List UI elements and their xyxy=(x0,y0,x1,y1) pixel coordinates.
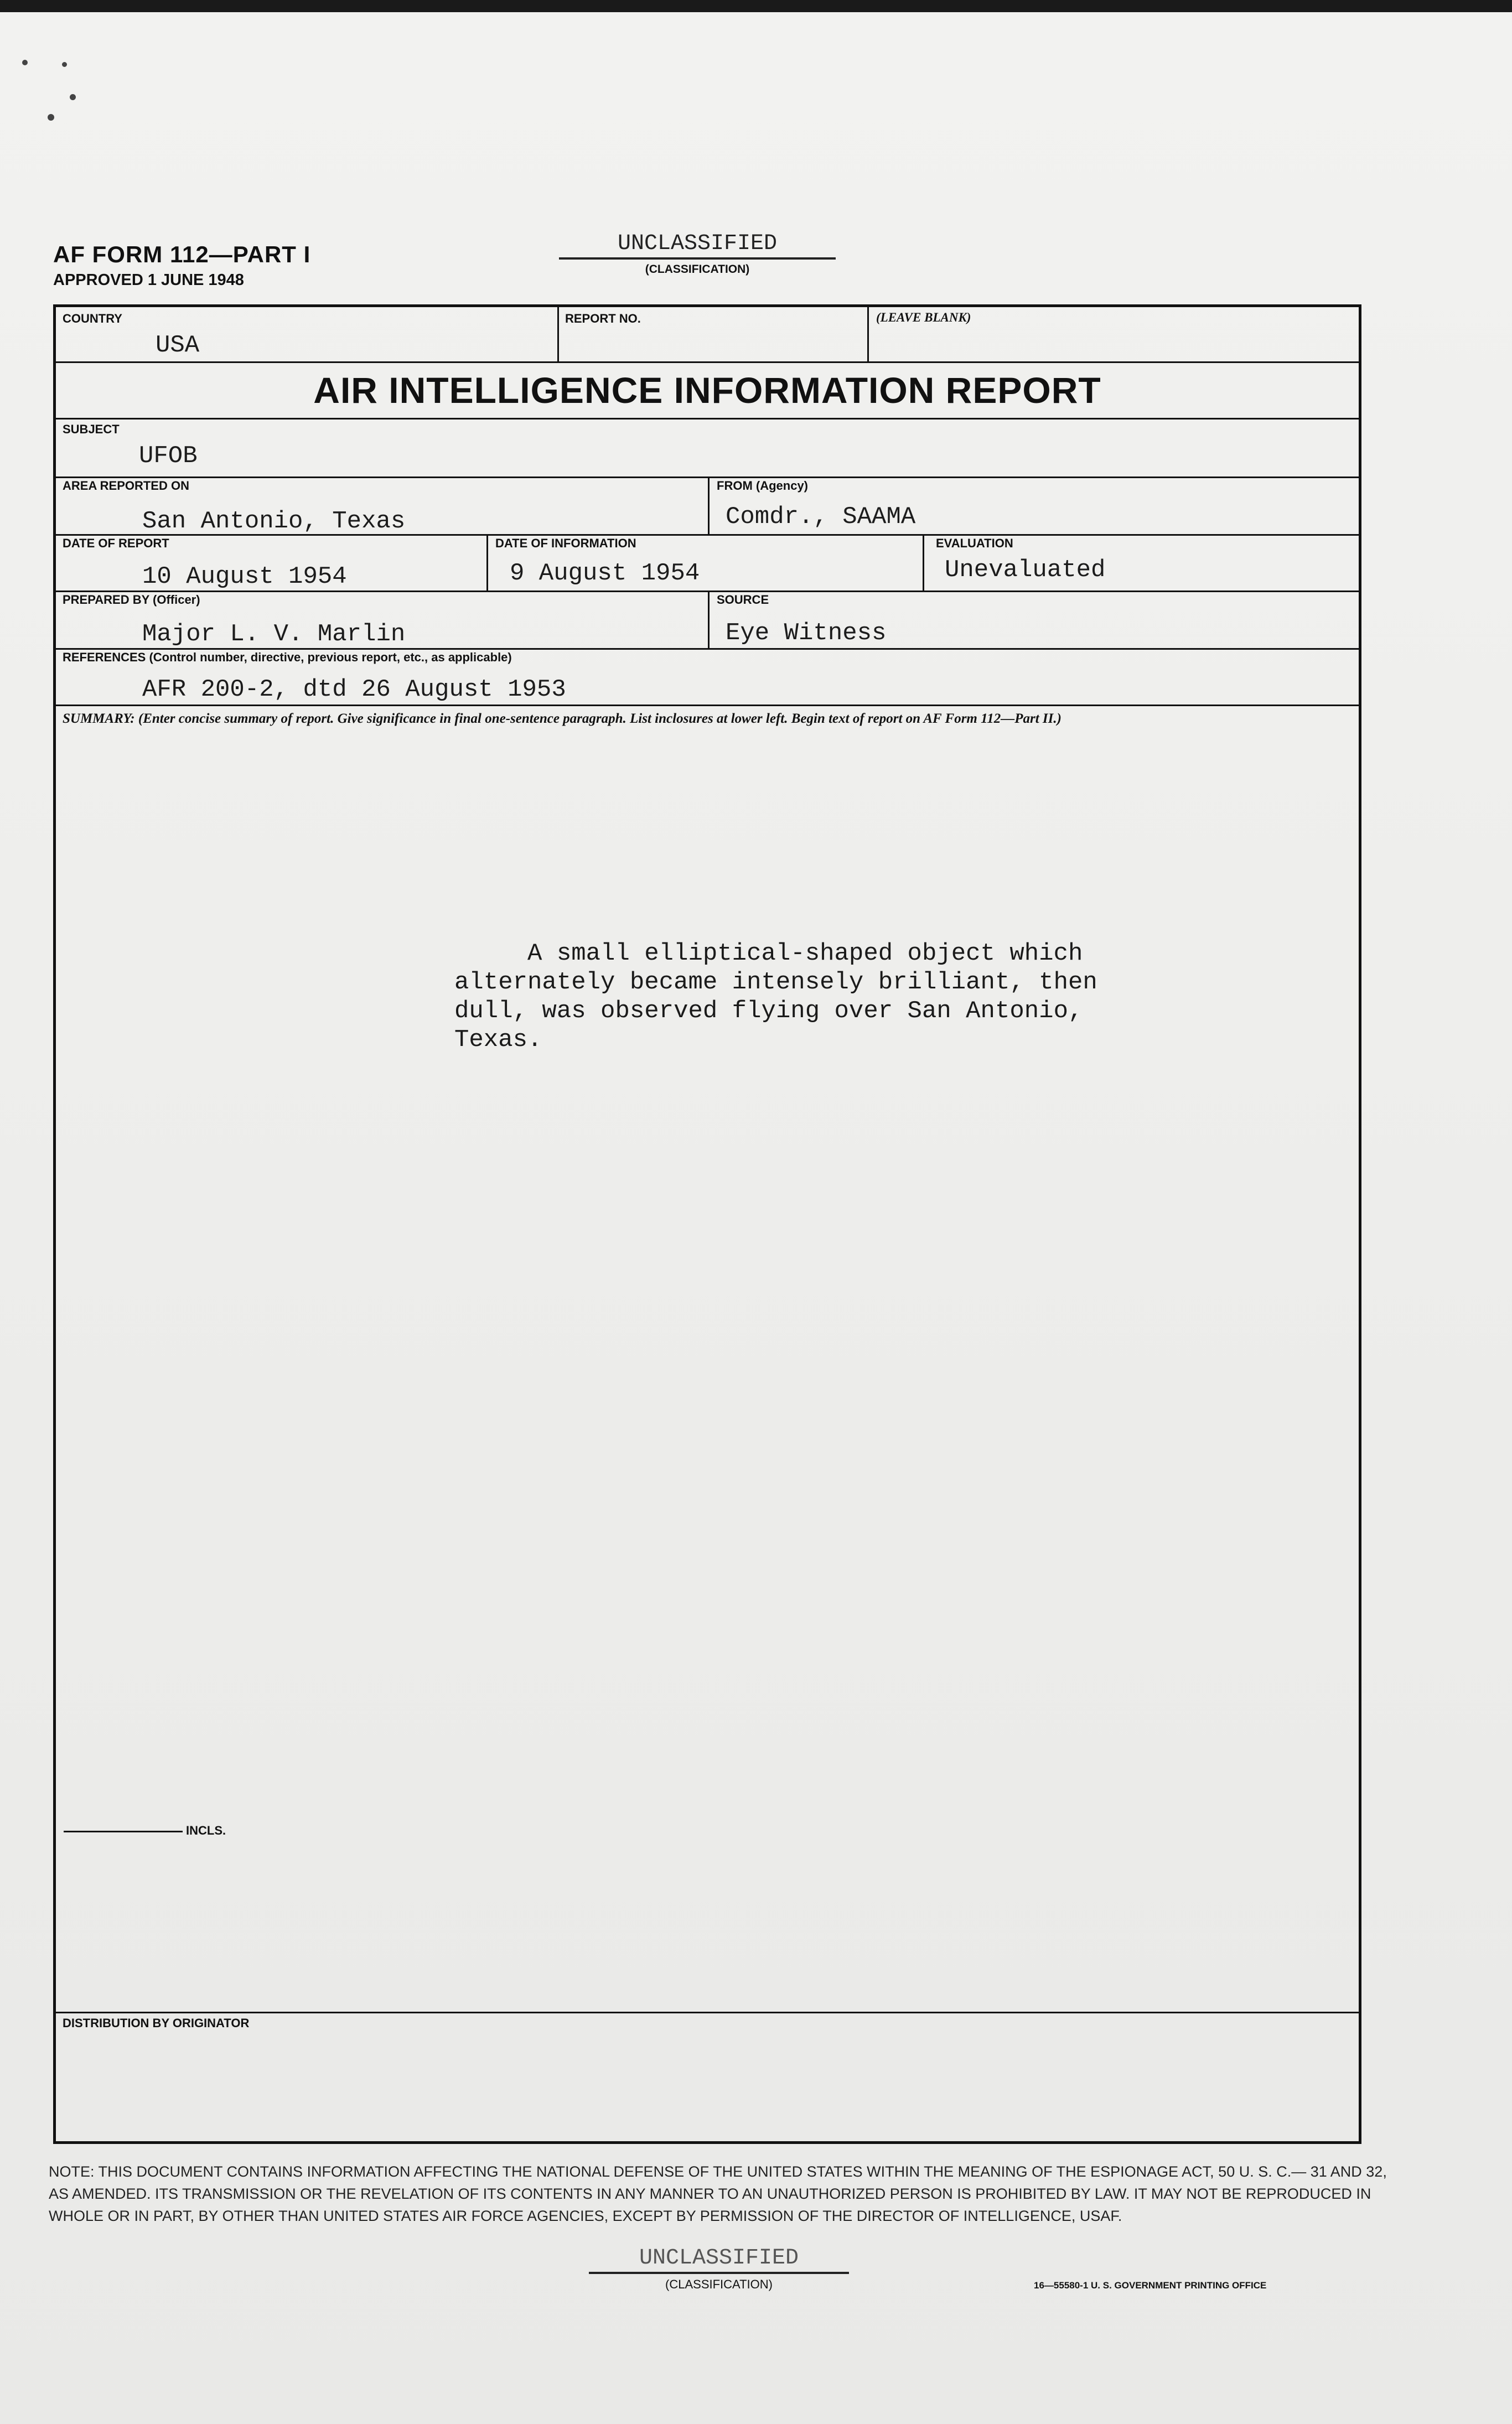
scan-speck xyxy=(62,62,67,67)
form-number: AF FORM 112—PART I xyxy=(53,241,311,267)
evaluation-label: EVALUATION xyxy=(936,536,1013,550)
date-info-label: DATE OF INFORMATION xyxy=(495,536,636,550)
date-info-value: 9 August 1954 xyxy=(510,560,700,587)
from-value: Comdr., SAAMA xyxy=(726,503,916,531)
source-value: Eye Witness xyxy=(726,619,887,647)
report-form xyxy=(53,304,1361,2144)
row-divider xyxy=(56,2012,1359,2013)
row-divider xyxy=(56,705,1359,706)
summary-text: A small elliptical-shaped object which alternately became intensely brilliant, then dull, was observed flying over San Antonio, Texas. xyxy=(454,940,1097,1054)
summary-label: SUMMARY: (Enter concise summary of report. Give significance in final one-sentence paragraph. List inclosures at lower left. Begin text of report on AF Form 112—Part II.) xyxy=(63,711,1061,726)
scan-speck xyxy=(48,114,54,121)
scan-speck xyxy=(70,94,76,100)
country-label: COUNTRY xyxy=(63,312,122,325)
row-divider xyxy=(56,361,1359,363)
row-divider xyxy=(56,648,1359,650)
scan-speck xyxy=(22,60,28,65)
column-divider xyxy=(557,307,559,361)
form-approved-date: APPROVED 1 JUNE 1948 xyxy=(53,271,244,289)
column-divider xyxy=(867,307,869,361)
classification-footer xyxy=(589,2246,849,2292)
classification-caption: (CLASSIFICATION) xyxy=(645,263,750,276)
references-label: REFERENCES (Control number, directive, previous report, etc., as applicable) xyxy=(63,650,512,664)
row-divider xyxy=(56,418,1359,419)
legal-note: NOTE: THIS DOCUMENT CONTAINS INFORMATION AFFECTING THE NATIONAL DEFENSE OF THE UNITED STATES WITHIN THE MEANING OF THE ESPIONAGE ACT, 50 U. S. C.— 31 AND 32, AS AMENDED. ITS TRANSMISSION OR THE REVELATION OF ITS CONTENTS IN ANY MANNER TO AN UNAUTHORIZED PERSON IS PROHIBITED BY LAW. IT MAY NOT BE REPRODUCED IN WHOLE OR IN PART, BY OTHER THAN UNITED STATES AIR FORCE AGENCIES, EXCEPT BY PERMISSION OF THE DIRECTOR OF INTELLIGENCE, USAF. xyxy=(49,2163,1387,2224)
inclosures-line xyxy=(64,1831,183,1832)
area-label: AREA REPORTED ON xyxy=(63,479,189,493)
inclosures xyxy=(64,1824,226,1838)
row-divider xyxy=(56,476,1359,478)
column-divider xyxy=(708,591,710,648)
country-value: USA xyxy=(156,332,200,359)
date-report-value: 10 August 1954 xyxy=(142,563,347,591)
classification-footer-underline xyxy=(589,2272,849,2274)
classification-footer-value: UNCLASSIFIED xyxy=(639,2246,799,2271)
inclosures-label: INCLS. xyxy=(186,1824,226,1837)
subject-value: UFOB xyxy=(139,442,198,470)
scan-top-edge xyxy=(0,0,1512,12)
source-label: SOURCE xyxy=(717,593,769,607)
area-value: San Antonio, Texas xyxy=(142,507,406,535)
references-value: AFR 200-2, dtd 26 August 1953 xyxy=(142,676,566,703)
leave-blank-label: (LEAVE BLANK) xyxy=(876,310,971,324)
classification-header xyxy=(559,231,836,276)
classification-footer-caption: (CLASSIFICATION) xyxy=(665,2277,773,2291)
column-divider xyxy=(923,534,924,591)
row-divider xyxy=(56,591,1359,592)
distribution-label: DISTRIBUTION BY ORIGINATOR xyxy=(63,2016,250,2030)
prepared-value: Major L. V. Marlin xyxy=(142,620,406,648)
evaluation-value: Unevaluated xyxy=(945,556,1106,584)
prepared-label: PREPARED BY (Officer) xyxy=(63,593,200,607)
subject-label: SUBJECT xyxy=(63,422,120,436)
report-no-label: REPORT NO. xyxy=(565,312,641,325)
date-report-label: DATE OF REPORT xyxy=(63,536,169,550)
column-divider xyxy=(708,476,710,534)
report-title: AIR INTELLIGENCE INFORMATION REPORT xyxy=(313,370,1101,411)
printing-office-imprint: 16—55580-1 U. S. GOVERNMENT PRINTING OFFICE xyxy=(1034,2280,1267,2291)
classification-underline xyxy=(559,257,836,260)
classification-value: UNCLASSIFIED xyxy=(617,231,778,256)
from-label: FROM (Agency) xyxy=(717,479,808,493)
column-divider xyxy=(486,534,488,591)
